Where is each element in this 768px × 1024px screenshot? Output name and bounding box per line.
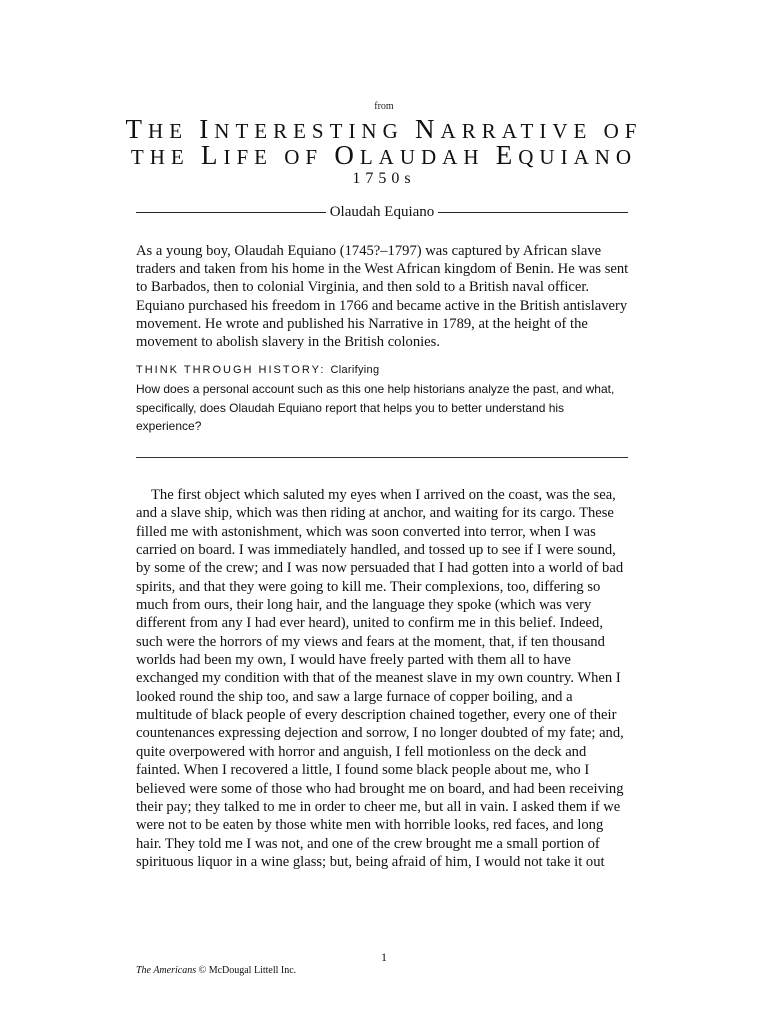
footer-copyright: The Americans © McDougal Littell Inc.	[136, 965, 297, 976]
answer-line[interactable]	[136, 457, 628, 458]
from-label: from	[374, 101, 394, 112]
byline-rule-right	[438, 212, 628, 213]
author-name: Olaudah Equiano	[329, 204, 435, 220]
think-through-history-heading: THINK THROUGH HISTORY: Clarifying	[136, 364, 380, 376]
author-byline	[136, 204, 628, 221]
think-question: How does a personal account such as this one help historians analyze the past, and what, specifically, does Olaudah Equiano report that helps you to better understand his experience?	[136, 382, 615, 433]
narrative-paragraph: The first object which saluted my eyes when I arrived on the coast, was the sea, and a slave ship, which was then riding at anchor, and waiting for its cargo. These filled me with astonishment, which was soon converted into terror, when I was carried on board. I was immediately handled, and tossed up to see if I were sound, by some of the crew; and I was now persuaded that I had gotten into a world of bad spirits, and that they were going to kill me. Their complexions, too, differing so much from ours, their long hair, and the language they spoke (which was very different from any I had ever heard), united to confirm me in this belief. Indeed, such were the horrors of my views and fears at the moment, that, if ten thousand worlds had been my own, I would have freely parted with them all to have exchanged my condition with that of the meanest slave in my own country. When I looked round the ship too, and saw a large furnace of copper boiling, and a multitude of black people of every description chained together, every one of their countenances expressing dejection and sorrow, I no longer doubted of my fate; and, quite overpowered with horror and anguish, I fell motionless on the deck and fainted. When I recovered a little, I found some black people about me, who I believed were some of those who had brought me on board, and had been receiving their pay; they talked to me in order to cheer me, but all in vain. I asked them if we were not to be eaten by those white men with horrible looks, red faces, and long hair. They told me I was not, and one of the crew brought me a small portion of spirituous liquor in a wine glass; but, being afraid of him, I would not take it out	[136, 487, 624, 870]
title-line-2: THE LIFE OF OLAUDAH EQUIANO	[130, 140, 638, 170]
page-number: 1	[381, 950, 387, 964]
intro-paragraph: As a young boy, Olaudah Equiano (1745?–1797) was captured by African slave traders and taken from his home in the West African kingdom of Benin. He was sent to Barbados, then to colonial Virginia, and then sold to a British naval officer. Equiano purchased his freedom in 1766 and became active in the British antislavery movement. He wrote and published his Narrative in 1789, at the height of the movement to abolish slavery in the British colonies.	[136, 243, 629, 351]
title-line-1: THE INTERESTING NARRATIVE OF	[125, 114, 643, 144]
byline-rule-left	[136, 212, 326, 213]
years-label: 1750s	[352, 170, 416, 187]
